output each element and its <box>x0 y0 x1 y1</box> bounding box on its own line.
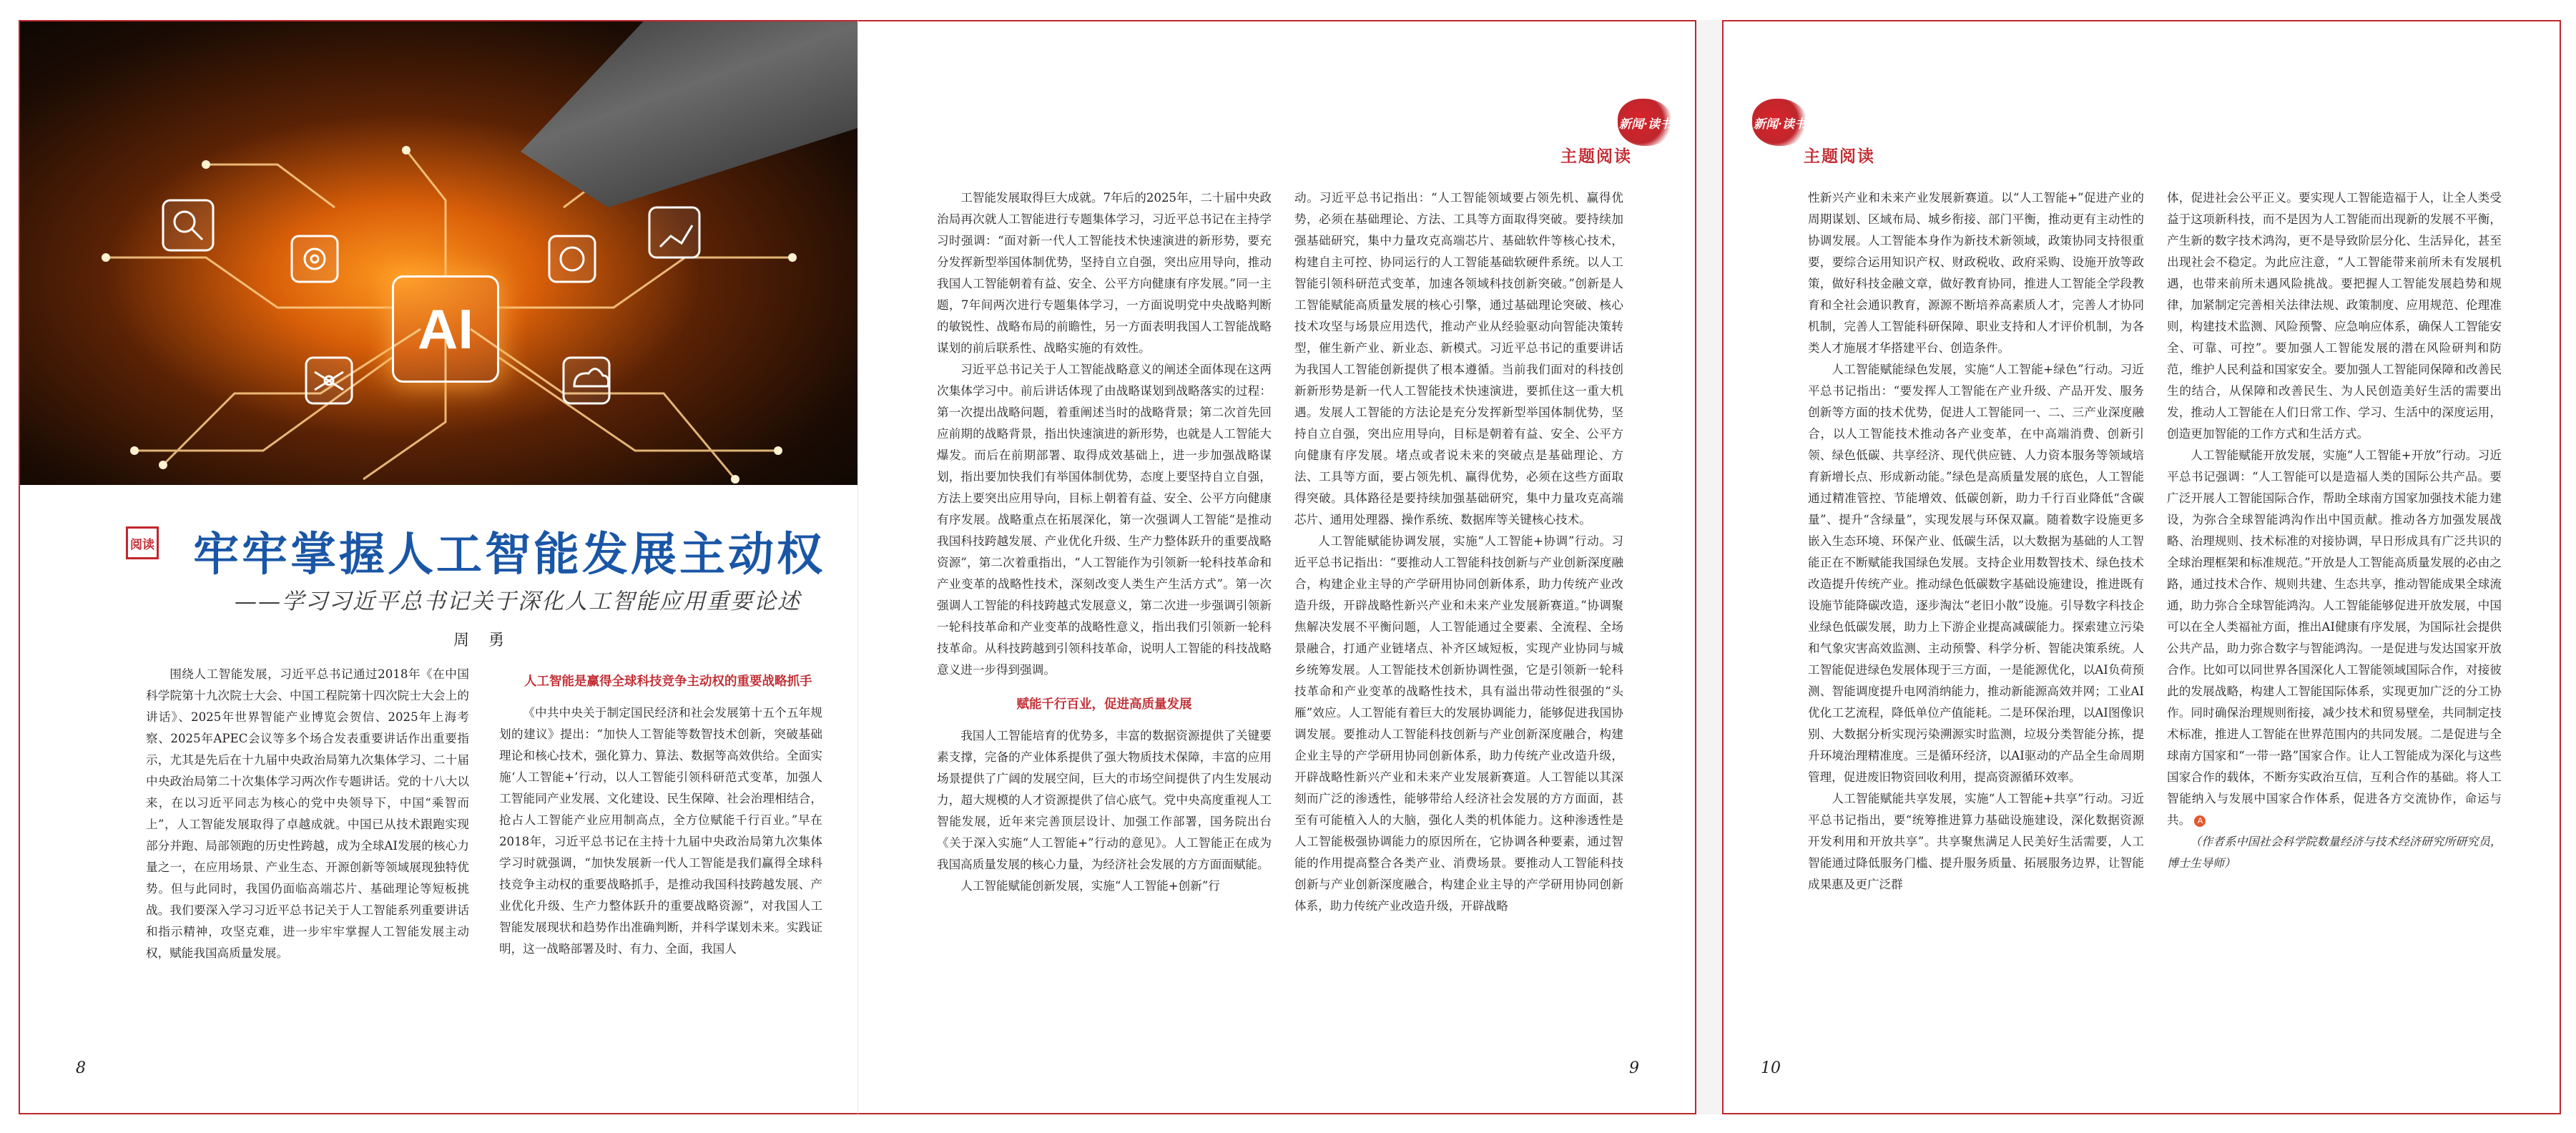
page-number: 10 <box>1761 1059 1781 1077</box>
gear-icon-frame <box>292 236 338 282</box>
p9-column-1 <box>937 187 1272 897</box>
paragraph: 《中共中央关于制定国民经济和社会发展第十五个五年规划的建议》提出：“加快人工智能等数智技术创新，突破基础理论和核心技术，强化算力、算法、数据等高效供给。全面实施‘人工智能+’行动，以人工智能引领科研范式变革，加强人工智能同产业发展、文化建设、民生保障、社会治理相结合，抢占人工智能产业应用制高点，全方位赋能千行百业。”早在2018年，习近平总书记在主持十九届中央政治局第九次集体学习时就强调，“加快发展新一代人工智能是我们赢得全球科技竞争主动权的重要战略抓手，是推动我国科技跨越发展、产业优化升级、生产力整体跃升的重要战略资源”，对我国人工智能发展现状和趋势作出准确判断，并科学谋划未来。实践证明，这一战略部署及时、有力、全面，我国人 <box>499 706 822 956</box>
paragraph <box>2167 445 2502 831</box>
paragraph: 工智能发展取得巨大成就。7年后的2025年，二十届中央政治局再次就人工智能进行专题集体学习，习近平总书记在主持学习时强调：“面对新一代人工智能技术快速演进的新形势，要充分发挥新型举国体制优势，坚持自立自强，突出应用导向，推动我国人工智能朝着有益、安全、公平方向健康有序发展。”同一主题，7年间两次进行专题集体学习，一方面说明党中央战略判断的敏锐性、战略布局的前瞻性，另一方面表明我国人工智能战略谋划的前后联系性、战略实施的有效性。 <box>937 191 1272 355</box>
hero-image <box>20 21 871 485</box>
author-name: 周 勇 <box>453 632 511 649</box>
read-badge: 阅读 <box>126 526 159 559</box>
paragraph: 人工智能赋能协调发展，实施“人工智能+协调”行动。习近平总书记指出：“要推动人工智能科技创新与产业创新深度融合，构建企业主导的产学研用协同创新体系，助力传统产业改造升级，开辟战略性新兴产业和未来产业发展新赛道。”协调聚焦解决发展不平衡问题，人工智能通过全要素、全流程、全场景融合，打通产业链堵点、补齐区域短板，实现产业协同与城乡统筹发展。人工智能技术创新协调性强，它是引领新一轮科技革命和产业变革的战略性技术，具有溢出带动性很强的“头雁”效应。人工智能有着巨大的发展协调能力，能够促进我国协调发展。要推动人工智能科技创新与产业创新深度融合，构建企业主导的产学研用协同创新体系，助力传统产业改造升级，开辟战略性新兴产业和未来产业发展新赛道。人工智能以其深刻而广泛的渗透性，能够带给人经济社会发展的方方面面，甚至有可能植入人的大脑，强化人类的机体能力。这种渗透性是人工智能极强协调能力的原因所在，它协调各种要素，通过智能的作用提高整合各类产业、消费场景。要推动人工智能科技创新与产业创新深度融合，构建企业主导的产学研用协同创新体系，助力传统产业改造升级，开辟战略 <box>1294 534 1623 913</box>
paragraph: 体，促进社会公平正义。要实现人工智能造福于人，让全人类受益于这项新科技，而不是因为人工智能而出现新的发展不平衡，产生新的数字技术鸿沟，更不是导致阶层分化、生活异化，甚至出现社会不稳定。为此应注意，“人工智能带来前所未有发展机遇，也带来前所未遇风险挑战。要把握人工智能发展趋势和规律，加紧制定完善相关法律法规、政策制度、应用规范、伦理准则，构建技术监测、风险预警、应急响应体系，确保人工智能安全、可靠、可控”。要加强人工智能发展的潜在风险研判和防范，维护人民利益和国家安全。要加强人工智能同保障和改善民生的结合，从保障和改善民生、为人民创造美好生活的需要出发，推动人工智能在人们日常工作、学习、生活中的深度运用，创造更加智能的工作方式和生活方式。 <box>2167 191 2502 441</box>
article-title: 牢牢掌握人工智能发展主动权 <box>193 529 825 582</box>
ai-chip-icon: AI <box>392 275 499 383</box>
page-8 <box>19 20 857 1114</box>
article-subtitle: ——学习习近平总书记关于深化人工智能应用重要论述 <box>235 589 801 614</box>
page-number: 9 <box>1629 1059 1639 1077</box>
column-seal: 新闻·读书 <box>1618 99 1673 146</box>
author-note: （作者系中国社会科学院数量经济与技术经济研究所研究员，博士生导师） <box>2167 835 2502 870</box>
cloud-icon-frame <box>564 358 609 403</box>
paragraph: 人工智能赋能创新发展，实施“人工智能+创新”行 <box>960 879 1220 893</box>
paragraph: 动。习近平总书记指出：“人工智能领域要占领先机、赢得优势，必须在基础理论、方法、工具等方面取得突破。要持续加强基础研究，集中力量攻克高端芯片、基础软件等核心技术，构建自主可控、协同运行的人工智能基础软硬件系统。以人工智能引领科研范式变革，加速各领域科技创新突破。”创新是人工智能赋能高质量发展的核心引擎，通过基础理论突破、核心技术攻坚与场景应用迭代，推动产业从经验驱动向智能决策转型，催生新产业、新业态、新模式。习近平总书记的重要讲话为我国人工智能创新提供了根本遵循。当前我们面对的科技创新新形势是新一代人工智能技术快速演进，要抓住这一重大机遇。发展人工智能的方法论是充分发挥新型举国体制优势，坚持自立自强，突出应用导向，目标是朝着有益、安全、公平方向健康有序发展。堵点或者说未来的突破点是基础理论、方法、工具等方面，要占领先机、赢得优势，必须在这些方面取得突破。具体路径是要持续加强基础研究，集中力量攻克高端芯片、通用处理器、操作系统、数据库等关键核心技术。 <box>1294 191 1623 526</box>
page-10 <box>1722 20 2561 1114</box>
chart-icon-frame <box>649 207 699 258</box>
paragraph: 人工智能赋能绿色发展，实施“人工智能+绿色”行动。习近平总书记指出：“要发挥人工智能在产业升级、产品开发、服务创新等方面的技术优势，促进人工智能同一、二、三产业深度融合，以人工智能技术推动各产业变革，在中高端消费、创新引领、绿色低碳、共享经济、现代供应链、人力资本服务等领域培育新增长点、形成新动能。”绿色是高质量发展的底色，人工智能通过精准管控、节能增效、低碳创新，助力千行百业降低“含碳量”、提升“含绿量”，实现发展与环保双赢。随着数字设施更多嵌入生态环境、环保产业、低碳生活，以大数据为基础的人工智能正在不断赋能我国绿色发展。支持企业用数智技术、绿色技术改造提升传统产业。推动绿色低碳数字基础设施建设，推进既有设施节能降碳改造，逐步淘汰“老旧小散”设施。引导数字科技企业绿色低碳发展，助力上下游企业提高减碳能力。探索建立污染和气象灾害高效监测、主动预警、科学分析、智能决策系统。人工智能促进绿色发展体现于三方面，一是能源优化，以AI负荷预测、智能调度提升电网消纳能力，推动新能源高效并网；工业AI优化工艺流程，降低单位产值能耗。二是环保治理，以AI图像识别、大数据分析实现污染溯源实时监测，垃圾分类智能分拣，提升环境治理精准度。三是循环经济，以AI驱动的产品全生命周期管理，促进废旧物资回收利用，提高资源循环效率。 <box>1808 363 2144 784</box>
p10-column-1 <box>1808 187 2144 896</box>
section-heading: 人工智能是赢得全球科技竞争主动权的重要战略抓手 <box>524 675 812 689</box>
p10-column-2 <box>2167 187 2502 874</box>
p8-column-1 <box>146 664 469 964</box>
paragraph: 习近平总书记关于人工智能战略意义的阐述全面体现在这两次集体学习中。前后讲话体现了由战略谋划到战略落实的过程：第一次提出战略问题，着重阐述当时的战略背景；第二次首先回应前期的战略背景，指出快速演进的新形势，也就是人工智能大爆发。而后在前期部署、取得成效基础上，进一步加强战略谋划，指出要加快我们有举国体制优势，态度上要坚持自立自强，方法上要突出应用导向，目标上朝着有益、安全、公平方向健康有序发展。战略重点在拓展深化，第一次强调人工智能“是推动我国科技跨越发展、产业优化升级、生产力整体跃升的重要战略资源”，第二次着重指出，“人工智能作为引领新一轮科技革命和产业变革的战略性技术，深刻改变人类生产生活方式”。第一次强调人工智能的科技跨越式发展意义，第二次进一步强调引领新一轮科技革命和产业变革的战略性意义，指出我们引领新一轮科技革命。从科技跨越到引领科技革命，说明人工智能的科技战略意义进一步得到强调。 <box>937 363 1272 677</box>
paragraph-text: 人工智能赋能开放发展，实施“人工智能+开放”行动。习近平总书记强调：“人工智能可以是造福人类的国际公共产品。要广泛开展人工智能国际合作，帮助全球南方国家加强技术能力建设，为弥合全球智能鸿沟作出中国贡献。推动各方加强发展战略、治理规则、技术标准的对接协调，早日形成具有广泛共识的全球治理框架和标准规范。”开放是人工智能高质量发展的必由之路，通过技术合作、规则共建、生态共享，推动智能成果全球流通，助力弥合全球智能鸿沟。人工智能能够促进开放发展，中国可以在全人类福祉方面，推出AI健康有序发展，为国际社会提供公共产品，助力弥合数字与智能鸿沟。一是促进与发达国家开放合作。比如可以同世界各国深化人工智能领域国际合作，对接彼此的发展战略，构建人工智能国际体系，实现更加广泛的分工协作。同时确保治理规则衔接，减少技术和贸易壁垒，共同制定技术标准，推进人工智能在世界范围内的共同发展。二是促进与全球南方国家和“一带一路”国家合作。让人工智能成为深化与这些国家合作的载体，不断夯实政治互信，互利合作的基础。将人工智能纳入与发展中国家合作体系，促进各方交流协作，命运与共。 <box>2167 448 2502 827</box>
paragraph: 我国人工智能培育的优势多，丰富的数据资源提供了关键要素支撑，完备的产业体系提供了强大物质技术保障，丰富的应用场景提供了广阔的发展空间，巨大的市场空间提供了内生发展动力，超大规模的人才资源提供了信心底气。党中央高度重视人工智能发展，近年来完善顶层设计、加强工作部署，国务院出台《关于深入实施“人工智能+”行动的意见》。人工智能正在成为我国高质量发展的核心力量，为经济社会发展的方方面面赋能。 <box>937 729 1272 871</box>
p8-column-2 <box>499 671 822 960</box>
paragraph: 围绕人工智能发展，习近平总书记通过2018年《在中国科学院第十九次院士大会、中国工程院第十四次院士大会上的讲话》、2025年世界智能产业博览会贺信、2025年上海考察、2025年APEC会议等多个场合发表重要讲话作出重要指示，尤其是先后在十九届中央政治局第九次集体学习、二十届中央政治局第二十次集体学习两次作专题讲话。党的十八大以来，在以习近平同志为核心的党中央领导下，中国“乘智而上”，人工智能发展取得了卓越成就。中国已从技术跟跑实现部分并跑、局部领跑的历史性跨越，成为全球AI发展的核心力量之一，在应用场景、产业生态、开源创新等领域展现独特优势。但与此同时，我国仍面临高端芯片、基础理论等短板挑战。我们要深入学习习近平总书记关于人工智能系列重要讲话和指示精神，攻坚克难，进一步牢牢掌握人工智能发展主动权，赋能我国高质量发展。 <box>146 667 469 960</box>
section-tag: 主题阅读 <box>1560 147 1632 166</box>
paragraph: 性新兴产业和未来产业发展新赛道。以“人工智能+”促进产业的周期谋划、区域布局、城乡衔接、部门平衡，推动更有主动性的协调发展。人工智能本身作为新技术新领域，政策协同支持很重要，要综合运用知识产权、财政税收、政府采购、设施开放等政策，做好科技金融文章，做好教育协同，推进人工智能全学段教育和全社会通识教育，源源不断培养高素质人才，完善人才协同机制，完善人工智能科研保障、职业支持和人才评价机制，为各类人才施展才华搭建平台、创造条件。 <box>1808 191 2144 355</box>
end-mark-icon: A <box>2194 815 2206 827</box>
section-heading: 赋能千行百业，促进高质量发展 <box>1016 697 1192 712</box>
section-tag: 主题阅读 <box>1804 147 1875 166</box>
magnifier-icon-frame <box>163 200 213 250</box>
paragraph: 人工智能赋能共享发展，实施“人工智能+共享”行动。习近平总书记指出，要“统筹推进算力基础设施建设，深化数据资源开发利用和开放共享”。共享聚焦满足人民美好生活需要，人工智能通过降低服务门槛、提升服务质量、拓展服务边界，让智能成果惠及更广泛群 <box>1808 792 2144 891</box>
book-spine <box>1696 20 1722 1114</box>
p9-column-2 <box>1294 187 1623 917</box>
brain-gear-icon-frame <box>549 236 595 282</box>
page-9 <box>857 20 1696 1114</box>
column-seal: 新闻·读书 <box>1752 99 1808 146</box>
page-number: 8 <box>76 1059 86 1077</box>
